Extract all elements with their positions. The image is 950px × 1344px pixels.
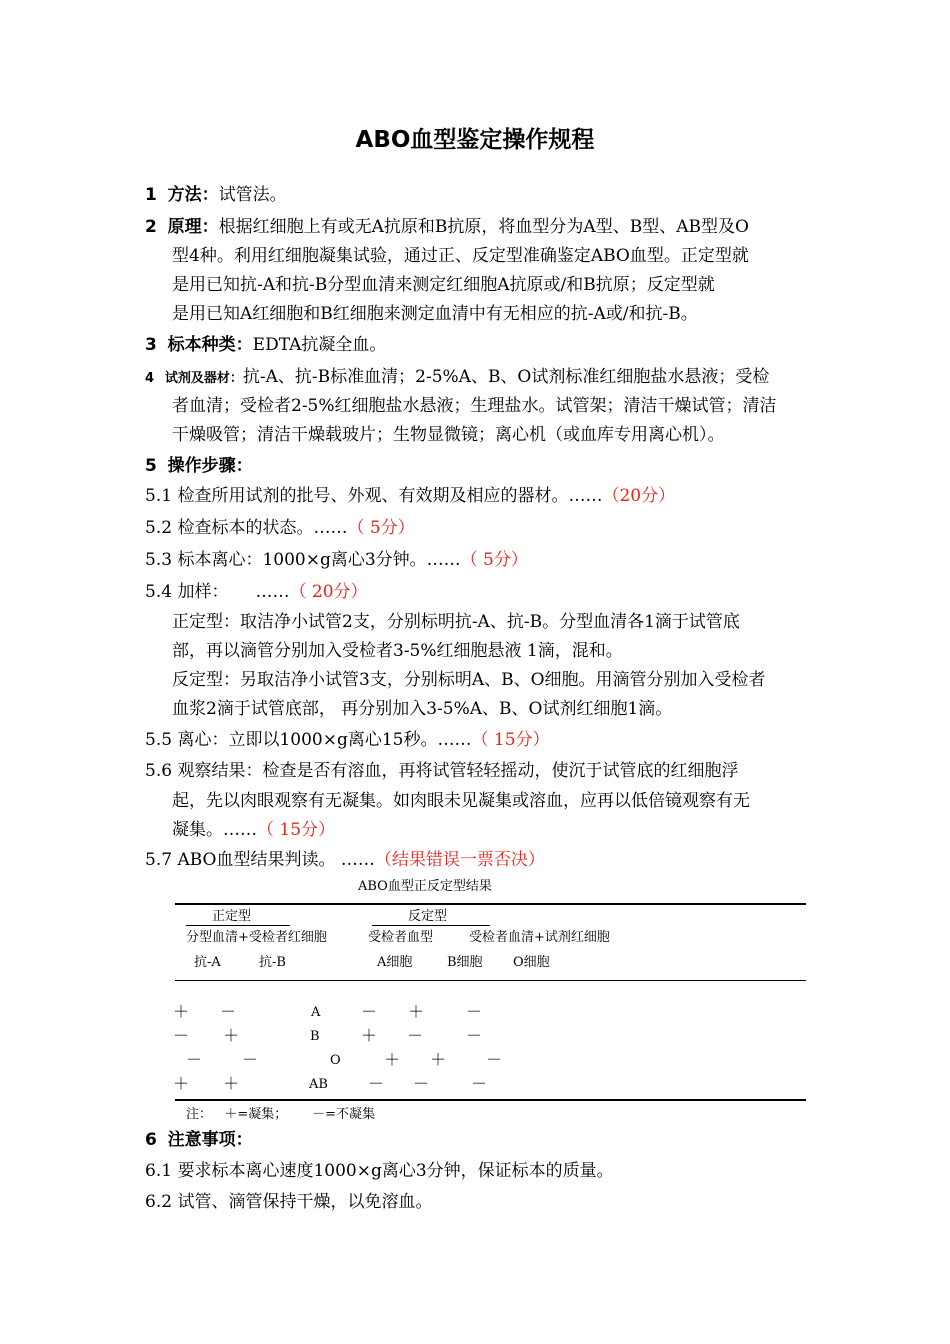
- section-1-heading: 方法：: [167, 185, 219, 205]
- step-5-6-line-1: 5.6 观察结果：检查是否有溶血，再将试管轻轻摇动，使沉于试管底的红细胞浮: [145, 761, 739, 781]
- table-cell: －: [486, 1050, 503, 1069]
- section-4-line-2: 者血清；受检者2-5%红细胞盐水悬液；生理盐水。试管架；清洁干燥试管；清洁: [172, 396, 777, 416]
- step-5-4: [145, 581, 368, 603]
- table-header-rule: [175, 980, 806, 981]
- col-a-cell: A细胞: [377, 955, 413, 970]
- reverse-underline: [372, 925, 490, 926]
- step-5-1: [145, 485, 675, 507]
- table-top-rule: [175, 903, 806, 905]
- step-5-5-score: （ 15分）: [471, 730, 550, 750]
- table-cell: －: [186, 1050, 203, 1069]
- table-cell-type: B: [310, 1029, 320, 1044]
- table-cell-type: A: [311, 1005, 321, 1020]
- section-2-line-1: [145, 216, 749, 238]
- table-note: 注： ＋=凝集； －=不凝集: [186, 1107, 375, 1122]
- section-4-number: 4: [145, 371, 155, 386]
- section-4-text-1: 抗-A、抗-B标准血清；2-5%A、B、O试剂标准红细胞盐水悬液；受检: [242, 367, 770, 387]
- section-2-heading: 原理：: [167, 217, 219, 237]
- col-o-cell: O细胞: [513, 955, 550, 970]
- table-cell: －: [361, 1002, 378, 1021]
- step-5-2: [145, 517, 415, 539]
- section-6-heading: 注意事项：: [167, 1130, 253, 1150]
- section-1-text: 试管法。: [218, 185, 287, 205]
- step-5-7: [145, 849, 545, 871]
- table-cell: －: [466, 1002, 483, 1021]
- table-cell: ＋: [173, 1002, 190, 1021]
- step-5-3-score: （ 5分）: [460, 550, 528, 570]
- table-cell: ＋: [173, 1074, 190, 1093]
- table-cell: －: [368, 1074, 385, 1093]
- step-5-3-text: 5.3 标本离心：1000×g离心3分钟。……: [145, 550, 461, 570]
- section-2-line-2: 型4种。利用红细胞凝集试验，通过正、反定型准确鉴定ABO血型。正定型就: [172, 246, 749, 266]
- step-5-4-score: （ 20分）: [289, 582, 368, 602]
- table-cell: ＋: [223, 1074, 240, 1093]
- section-5-heading: 操作步骤：: [167, 456, 253, 476]
- section-3-heading: 标本种类：: [167, 335, 253, 355]
- item-6-1: 6.1 要求标本离心速度1000×g离心3分钟，保证标本的质量。: [145, 1161, 614, 1181]
- section-2-line-4: 是用已知A红细胞和B红细胞来测定血清中有无相应的抗-A或/和抗-B。: [172, 304, 698, 324]
- table-cell: －: [466, 1026, 483, 1045]
- step-5-3: [145, 549, 528, 571]
- document-title: ABO血型鉴定操作规程: [355, 127, 595, 153]
- step-5-1-score: （20分）: [602, 486, 676, 506]
- step-5-4-forward-1: 正定型：取洁净小试管2支，分别标明抗-A、抗-B。分型血清各1滴于试管底: [172, 612, 740, 632]
- section-5-number: 5: [145, 456, 157, 476]
- step-5-4-reverse-1: 反定型：另取洁净小试管3支，分别标明A、B、O细胞。用滴管分别加入受检者: [172, 670, 766, 690]
- section-6-number: 6: [145, 1130, 157, 1150]
- step-5-5-text: 5.5 离心：立即以1000×g离心15秒。……: [145, 730, 472, 750]
- section-1: [145, 184, 287, 206]
- section-3-number: 3: [145, 335, 157, 355]
- table-cell: －: [242, 1050, 259, 1069]
- step-5-7-score: （结果错误一票否决）: [374, 850, 545, 870]
- table-cell: ＋: [384, 1050, 401, 1069]
- step-5-4-reverse-2: 血浆2滴于试管底部， 再分别加入3-5%A、B、O试剂红细胞1滴。: [172, 699, 673, 719]
- step-5-2-text: 5.2 检查标本的状态。……: [145, 518, 348, 538]
- section-5: [145, 455, 253, 477]
- section-3: [145, 334, 386, 356]
- step-5-2-score: （ 5分）: [347, 518, 415, 538]
- forward-underline: [186, 925, 290, 926]
- section-3-text: EDTA抗凝全血。: [252, 335, 387, 355]
- table-sub-forward: 分型血清+受检者红细胞: [186, 930, 327, 945]
- table-cell: －: [413, 1074, 430, 1093]
- table-cell: ＋: [430, 1050, 447, 1069]
- table-cell: －: [173, 1026, 190, 1045]
- section-4-heading: 试剂及器材：: [164, 371, 243, 386]
- table-cell: －: [407, 1026, 424, 1045]
- table-cell-type: AB: [309, 1077, 328, 1092]
- step-5-6-score: （ 15分）: [257, 820, 336, 840]
- col-anti-b: 抗-B: [259, 955, 286, 970]
- table-cell-type: O: [330, 1053, 341, 1068]
- step-5-6-text-3: 凝集。……: [172, 820, 257, 840]
- table-cell: ＋: [223, 1026, 240, 1045]
- table-cell: －: [220, 1002, 237, 1021]
- section-1-number: 1: [145, 185, 157, 205]
- section-6: [145, 1129, 253, 1151]
- section-2-text-1: 根据红细胞上有或无A抗原和B抗原，将血型分为A型、B型、AB型及O: [218, 217, 749, 237]
- step-5-6-line-2: 起，先以肉眼观察有无凝集。如肉眼未见凝集或溶血，应再以低倍镜观察有无: [172, 791, 750, 811]
- table-sub-type: 受检者血型: [368, 930, 434, 945]
- step-5-6-line-3: [172, 819, 335, 841]
- step-5-1-text: 5.1 检查所用试剂的批号、外观、有效期及相应的器材。……: [145, 486, 603, 506]
- table-group-reverse: 反定型: [408, 909, 448, 924]
- table-bottom-rule: [175, 1099, 806, 1101]
- step-5-5: [145, 729, 550, 751]
- table-caption: ABO血型正反定型结果: [358, 879, 492, 894]
- table-cell: ＋: [361, 1026, 378, 1045]
- step-5-4-forward-2: 部，再以滴管分别加入受检者3-5%红细胞悬液 1滴，混和。: [172, 641, 623, 661]
- section-2-number: 2: [145, 217, 157, 237]
- section-2-line-3: 是用已知抗-A和抗-B分型血清来测定红细胞A抗原或/和B抗原；反定型就: [172, 275, 715, 295]
- section-4-line-3: 干燥吸管；清洁干燥载玻片；生物显微镜；离心机（或血库专用离心机）。: [172, 425, 725, 445]
- section-4-line-1: [145, 366, 769, 390]
- item-6-2: 6.2 试管、滴管保持干燥，以免溶血。: [145, 1192, 433, 1212]
- table-cell: －: [471, 1074, 488, 1093]
- step-5-7-text: 5.7 ABO血型结果判读。 ……: [145, 850, 375, 870]
- table-sub-reverse: 受检者血清+试剂红细胞: [469, 930, 610, 945]
- table-cell: ＋: [408, 1002, 425, 1021]
- step-5-4-text: 5.4 加样： ……: [145, 582, 290, 602]
- table-group-forward: 正定型: [212, 909, 252, 924]
- col-b-cell: B细胞: [447, 955, 483, 970]
- col-anti-a: 抗-A: [194, 955, 221, 970]
